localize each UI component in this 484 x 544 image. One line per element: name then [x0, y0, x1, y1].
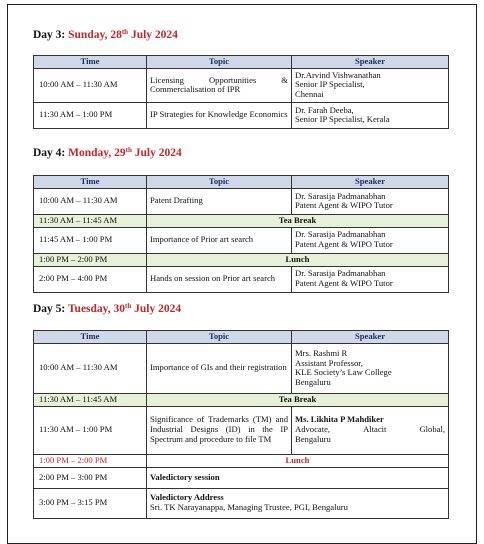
table-header-row: [34, 331, 449, 344]
day5-date: Tuesday, 30th July 2024: [67, 302, 182, 315]
session-speaker: Dr.Arvind Vishwanathan Senior IP Specialist, Chennai: [292, 68, 449, 102]
session-time: 2:00 PM – 4:00 PM: [34, 266, 147, 292]
break-label: Lunch: [147, 454, 449, 467]
col-topic: Topic: [147, 56, 292, 69]
valedictory-address: [147, 488, 449, 518]
break-time: 11:30 AM – 11:45 AM: [34, 393, 147, 406]
speaker-name: Ms. Likhita P Mahdiker: [295, 414, 384, 425]
break-time: 1:00 PM – 2:00 PM: [34, 454, 147, 467]
table-row-break: [34, 454, 449, 467]
day3-heading: [33, 29, 178, 41]
session-speaker: Dr. Sarasija Padmanabhan Patent Agent & WIPO Tutor: [292, 266, 449, 292]
table-row: [34, 406, 449, 454]
speaker-affiliation: Advocate, Altacit Global,: [295, 424, 445, 435]
day5-heading: [33, 303, 181, 315]
day3-label: Day 3:: [33, 29, 66, 41]
table-row: [34, 343, 449, 393]
col-speaker: Speaker: [292, 176, 449, 189]
table-row: [34, 467, 449, 488]
table-row: [34, 266, 449, 292]
session-topic: Hands on session on Prior art search: [147, 266, 292, 292]
table-row-break: [34, 393, 449, 406]
day4-date: Monday, 29th July 2024: [68, 146, 182, 159]
day4-heading: [33, 147, 182, 159]
session-topic: Licensing Opportunities & Commercialisation of IPR: [147, 68, 292, 102]
session-time: 10:00 AM – 11:30 AM: [34, 343, 147, 393]
day5-label: Day 5:: [33, 303, 66, 315]
table-row: [34, 488, 449, 518]
table-header-row: [34, 56, 449, 69]
session-time: 3:00 PM – 3:15 PM: [34, 488, 147, 518]
col-speaker: Speaker: [292, 331, 449, 344]
col-time: Time: [34, 56, 147, 69]
break-time: 11:30 AM – 11:45 AM: [34, 214, 147, 227]
day5-table: [33, 330, 449, 519]
break-label: Tea Break: [147, 393, 449, 406]
session-topic: IP Strategies for Knowledge Economics: [147, 102, 292, 128]
table-row-break: [34, 214, 449, 227]
session-time: 11:30 AM – 1:00 PM: [34, 102, 147, 128]
col-topic: Topic: [147, 331, 292, 344]
valedictory-speaker: Sri. TK Narayanappa, Managing Trustee, PGI, Bengaluru: [150, 502, 348, 513]
session-time: 11:45 AM – 1:00 PM: [34, 227, 147, 253]
valedictory-session: Valedictory session: [147, 467, 449, 488]
session-topic: Importance of GIs and their registration: [147, 343, 292, 393]
valedictory-title: Valedictory Address: [150, 492, 224, 503]
col-topic: Topic: [147, 176, 292, 189]
table-row: [34, 102, 449, 128]
col-speaker: Speaker: [292, 56, 449, 69]
session-speaker: Mrs. Rashmi R Assistant Professor, KLE Society’s Law College Bengaluru: [292, 343, 449, 393]
session-time: 2:00 PM – 3:00 PM: [34, 467, 147, 488]
table-row-break: [34, 253, 449, 266]
table-row: [34, 188, 449, 214]
session-time: 10:00 AM – 11:30 AM: [34, 188, 147, 214]
session-topic: Significance of Trademarks (TM) and Industrial Designs (ID) in the IP Spectrum and procedure to file TM: [147, 406, 292, 454]
session-topic: Patent Drafting: [147, 188, 292, 214]
day3-table: [33, 55, 449, 129]
session-topic: Importance of Prior art search: [147, 227, 292, 253]
session-time: 10:00 AM – 11:30 AM: [34, 68, 147, 102]
break-label: Tea Break: [147, 214, 449, 227]
session-speaker: Dr. Farah Deeba, Senior IP Specialist, Kerala: [292, 102, 449, 128]
day3-date: Sunday, 28th July 2024: [68, 28, 178, 41]
col-time: Time: [34, 176, 147, 189]
col-time: Time: [34, 331, 147, 344]
session-speaker: Ms. Likhita P Mahdiker Advocate, Altacit Global, Bengaluru: [292, 406, 449, 454]
session-speaker: Dr. Sarasija Padmanabhan Patent Agent & WIPO Tutor: [292, 227, 449, 253]
session-speaker: Dr. Sarasija Padmanabhan Patent Agent & WIPO Tutor: [292, 188, 449, 214]
table-row: [34, 227, 449, 253]
break-time: 1:00 PM – 2:00 PM: [34, 253, 147, 266]
day4-label: Day 4:: [33, 147, 66, 159]
table-header-row: [34, 176, 449, 189]
table-row: [34, 68, 449, 102]
break-label: Lunch: [147, 253, 449, 266]
day4-table: [33, 175, 449, 293]
session-time: 11:30 AM – 1:00 PM: [34, 406, 147, 454]
